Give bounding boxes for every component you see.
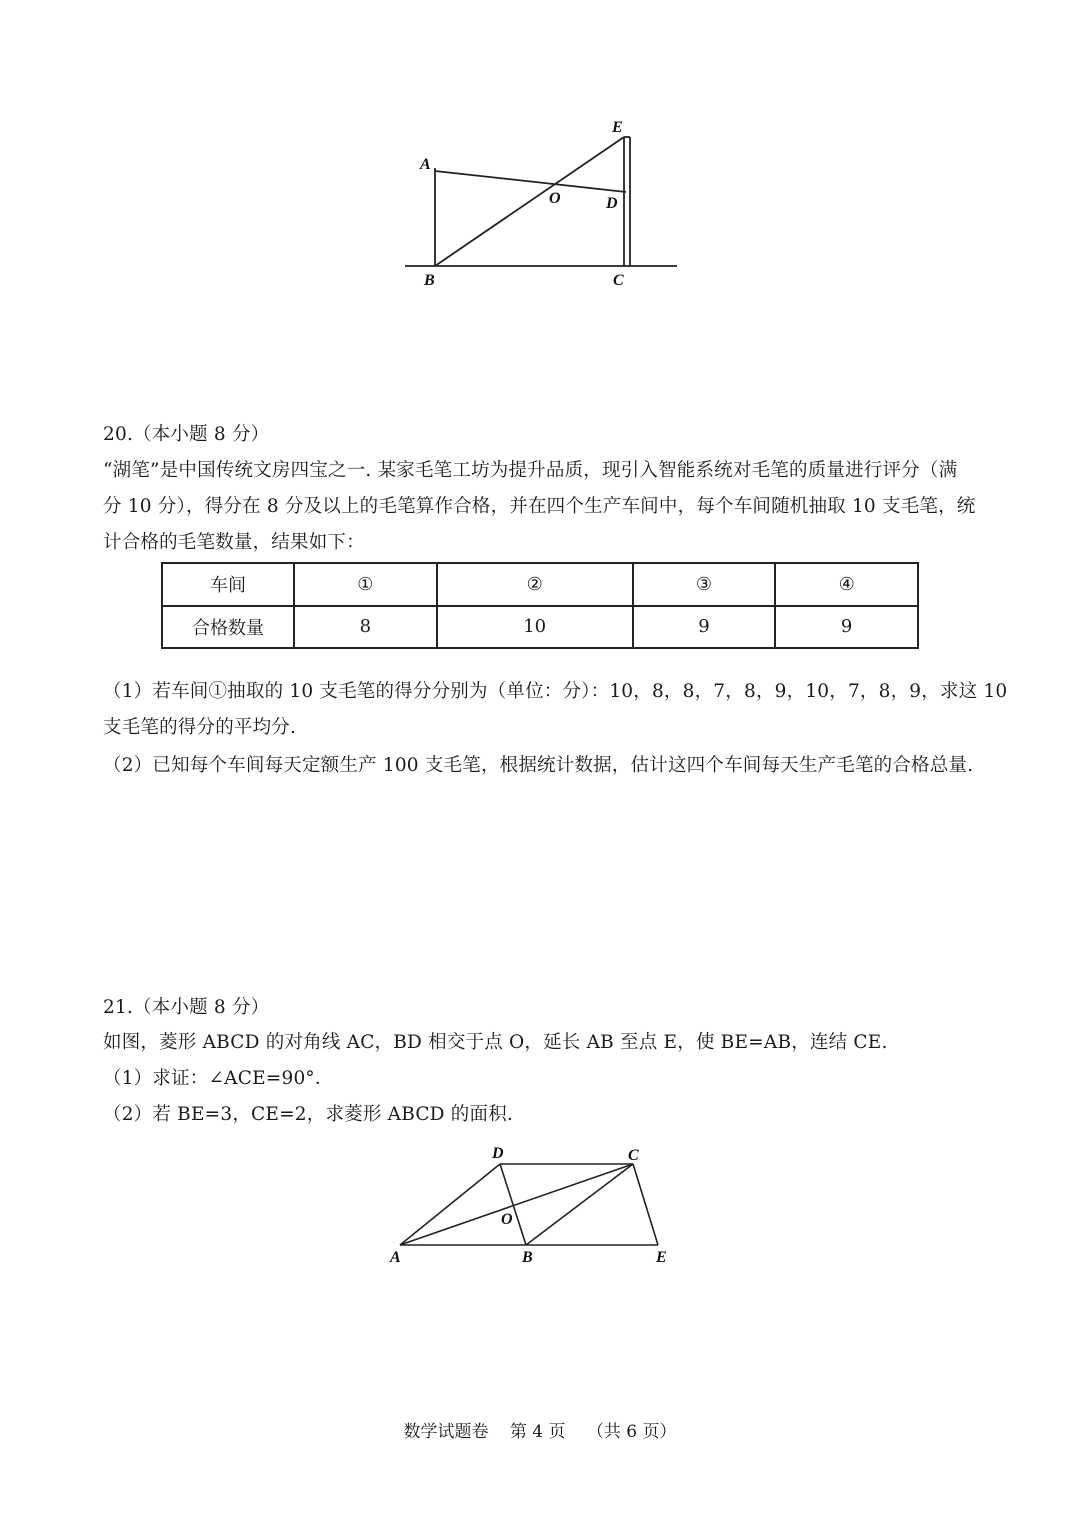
label-a: A (390, 1249, 401, 1266)
table-cell: 合格数量 (162, 606, 294, 649)
table-cell: ③ (633, 563, 776, 606)
label-d: D (492, 1145, 504, 1162)
q20-table (161, 562, 919, 649)
q21-sub2: （2）若 BE=3，CE=2，求菱形 ABCD 的面积. (103, 1104, 513, 1125)
label-c: C (628, 1147, 639, 1164)
table-cell: 10 (437, 606, 633, 649)
label-b: B (424, 272, 435, 289)
q20-sub1-line-2: 支毛笔的得分的平均分. (103, 717, 297, 738)
table-cell: ② (437, 563, 633, 606)
label-e: E (656, 1249, 667, 1266)
q20-text-line-1: “湖笔”是中国传统文房四宝之一. 某家毛笔工坊为提升品质，现引入智能系统对毛笔的质量进行评分（满 (103, 460, 958, 481)
label-d: D (606, 195, 618, 212)
page-footer (0, 1417, 1080, 1442)
footer-total: （共 6 页） (586, 1422, 677, 1442)
label-o: O (549, 190, 561, 207)
segment-ce (633, 1164, 658, 1245)
footer-page: 第 4 页 (509, 1422, 566, 1442)
q21-sub1: （1）求证：∠ACE=90°． (103, 1068, 334, 1089)
segment-ad (435, 171, 626, 192)
label-a: A (420, 156, 431, 173)
segment-be (435, 137, 624, 266)
diagonal-bd (500, 1164, 526, 1245)
table-row-qualified (162, 606, 918, 649)
table-cell: 车间 (162, 563, 294, 606)
table-row-workshop (162, 563, 918, 606)
q20-text-line-2: 分 10 分），得分在 8 分及以上的毛笔算作合格，并在四个生产车间中，每个车间随机抽取 10 支毛笔，统 (103, 496, 976, 517)
q21-header: 21.（本小题 8 分） (103, 997, 270, 1018)
q20-header: 20.（本小题 8 分） (103, 424, 270, 445)
table-cell: ④ (775, 563, 918, 606)
footer-title: 数学试题卷 (403, 1422, 489, 1442)
label-e: E (612, 119, 623, 136)
table-cell: 9 (775, 606, 918, 649)
q20-text-line-3: 计合格的毛笔数量，结果如下： (103, 532, 365, 553)
segment-bc (526, 1164, 633, 1245)
q20-sub2: （2）已知每个车间每天定额生产 100 支毛笔，根据统计数据，估计这四个车间每天生产毛笔的合格总量. (103, 755, 974, 776)
table-cell: 8 (294, 606, 437, 649)
label-b: B (522, 1249, 533, 1266)
table-cell: 9 (633, 606, 776, 649)
table-cell: ① (294, 563, 437, 606)
q21-text-line-1: 如图，菱形 ABCD 的对角线 AC，BD 相交于点 O，延长 AB 至点 E，使 BE=AB，连结 CE. (103, 1032, 888, 1053)
label-c: C (613, 272, 624, 289)
diagonal-ac (400, 1164, 633, 1245)
figure-1-geometry (395, 110, 695, 295)
figure-2-rhombus (385, 1140, 685, 1270)
segment-ad (400, 1164, 500, 1245)
label-o: O (501, 1211, 513, 1228)
q20-sub1-line-1: （1）若车间①抽取的 10 支毛笔的得分分别为（单位：分）：10，8，8，7，8，9，10，7，8，9，求这 10 (103, 681, 1008, 702)
